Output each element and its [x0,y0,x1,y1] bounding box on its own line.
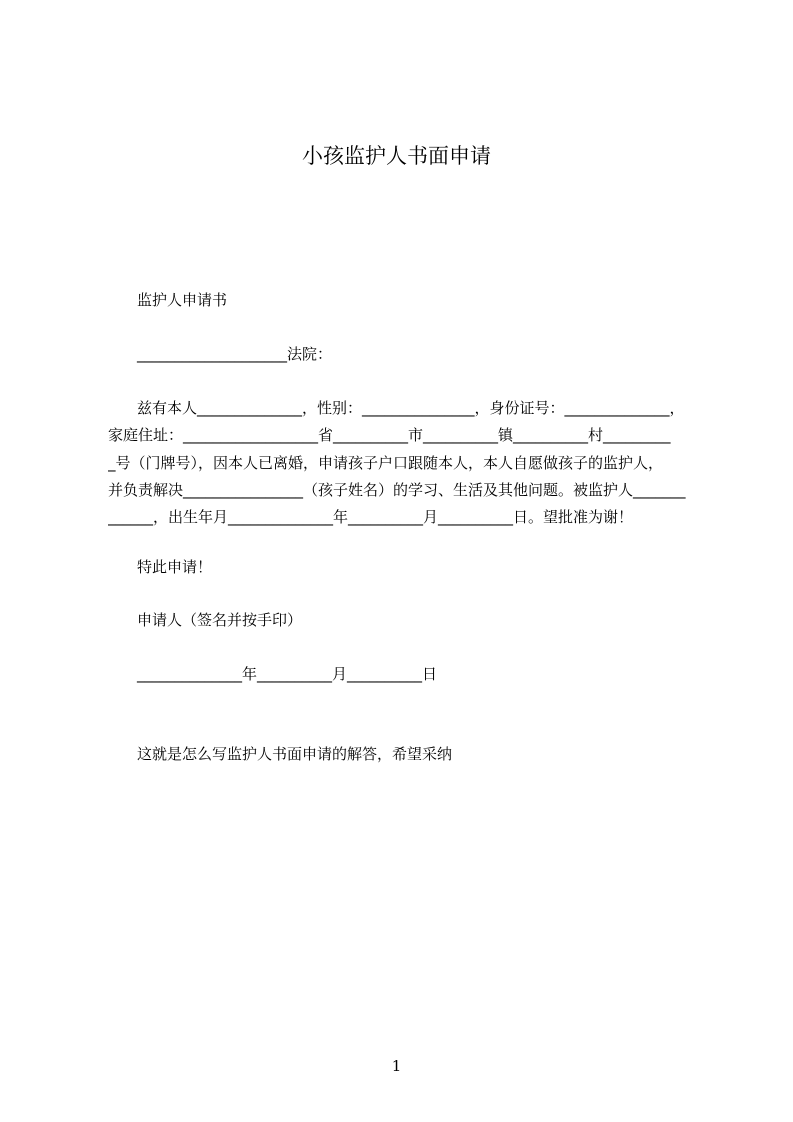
date-text: ______________年__________月__________日 [137,665,438,683]
body-line-1 [108,395,700,422]
document-title: 小孩监护人书面申请 [302,144,491,168]
date-line [108,661,700,688]
applicant-signature-line [108,607,700,634]
body-line-5: ______，出生年月______________年__________月__________日。望批准为谢！ [108,508,634,526]
applicant-signature-text: 申请人（签名并按手印） [137,611,303,629]
footer-note-line [108,741,700,768]
body-line-1-text: 兹有本人______________，性别：_______________，身份证号：______________， [137,399,685,417]
body-line-4: 并负责解决________________（孩子姓名）的学习、生活及其他问题。被监护人_______ [108,481,686,499]
court-address-text: ____________________法院： [137,345,333,363]
body-line-3: _号（门牌号），因本人已离婚，申请孩子户口跟随本人，本人自愿做孩子的监护人， [108,454,664,472]
page-number: 1 [391,1057,402,1075]
closing-line [108,554,700,581]
footer-note-text: 这就是怎么写监护人书面申请的解答，希望采纳 [137,745,453,763]
closing-text: 特此申请！ [137,558,213,576]
body-line-2: 家庭住址：__________________省__________市__________镇__________村_________ [108,426,671,444]
application-heading [108,287,700,314]
application-heading-text: 监护人申请书 [137,291,228,309]
court-address-line [108,341,700,368]
